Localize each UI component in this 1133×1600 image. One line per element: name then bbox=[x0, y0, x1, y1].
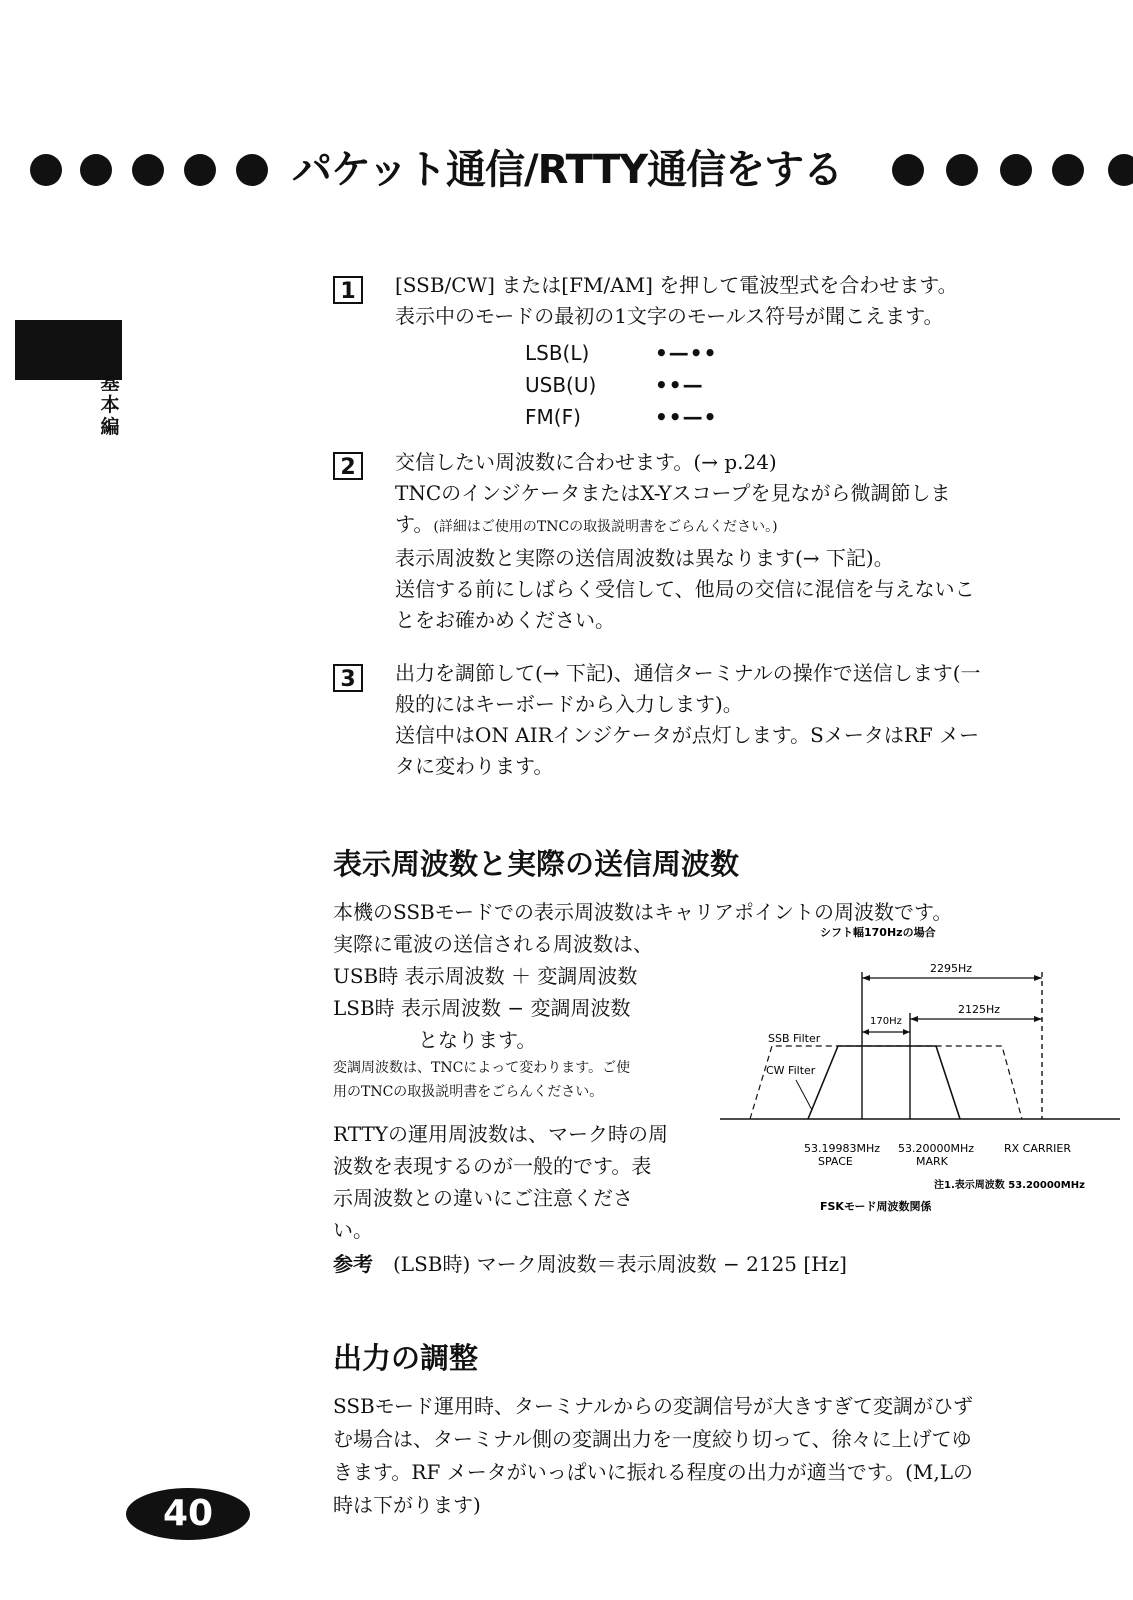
step-line: 般的にはキーボードから入力します)。 bbox=[395, 692, 743, 716]
mark-label: MARK bbox=[916, 1155, 948, 1168]
step-line: 送信中はON AIRインジケータが点灯します。SメータはRF メー bbox=[395, 723, 980, 747]
rtty-line: RTTYの運用周波数は、マーク時の周 bbox=[333, 1122, 668, 1146]
modulation-note: 変調周波数は、TNCによって変わります。ご使 bbox=[333, 1060, 631, 1076]
step-line: 送信する前にしばらく受信して、他局の交信に混信を与えないこ bbox=[395, 577, 975, 601]
bullet-dot bbox=[30, 154, 62, 186]
bullet-dot bbox=[132, 154, 164, 186]
step-line bbox=[395, 509, 1065, 543]
rtty-line: い。 bbox=[333, 1218, 373, 1242]
step-number-1: 1 bbox=[333, 276, 363, 304]
output-line: 時は下がります) bbox=[333, 1493, 481, 1517]
section1-tail: となります。 bbox=[418, 1028, 537, 1052]
fsk-frequency-diagram bbox=[720, 920, 1120, 1240]
morse-mode: USB(U) bbox=[525, 373, 597, 397]
step-line: [SSB/CW] または[FM/AM] を押して電波型式を合わせます。 bbox=[395, 273, 958, 297]
morse-code: ••—• bbox=[655, 405, 718, 429]
arrow-head bbox=[862, 1029, 869, 1035]
morse-code: •—•• bbox=[655, 341, 718, 365]
output-line: む場合は、ターミナル側の変調出力を一度絞り切って、徐々に上げてゆ bbox=[333, 1427, 972, 1451]
morse-row-fm bbox=[525, 402, 825, 433]
ssb-filter-label: SSB Filter bbox=[768, 1032, 821, 1045]
step-line: 表示中のモードの最初の1文字のモールス符号が聞こえます。 bbox=[395, 304, 944, 328]
bullet-dot bbox=[946, 154, 978, 186]
arrow-head bbox=[910, 1016, 918, 1022]
bullet-dot bbox=[80, 154, 112, 186]
cw-filter-leader bbox=[796, 1080, 812, 1110]
morse-row-usb bbox=[525, 370, 825, 401]
cw-filter-label: CW Filter bbox=[766, 1064, 816, 1077]
output-line: SSBモード運用時、ターミナルからの変調信号が大きすぎて変調がひず bbox=[333, 1394, 973, 1418]
usb-formula: USB時 表示周波数 ＋ 変調周波数 bbox=[333, 964, 638, 988]
section-heading-frequency: 表示周波数と実際の送信周波数 bbox=[333, 847, 740, 881]
bullet-dot bbox=[892, 154, 924, 186]
page-number-badge: 40 bbox=[126, 1488, 250, 1540]
step-number-3: 3 bbox=[333, 664, 363, 692]
morse-row-lsb bbox=[525, 338, 825, 369]
shift-width-note: シフト幅170Hzの場合 bbox=[820, 926, 936, 939]
page-title: パケット通信/RTTY通信をする bbox=[292, 147, 843, 193]
step-line-part: す。 bbox=[395, 512, 434, 536]
lsb-formula: LSB時 表示周波数 − 変調周波数 bbox=[333, 996, 631, 1020]
reference-text: (LSB時) マーク周波数＝表示周波数 − 2125 [Hz] bbox=[393, 1252, 847, 1276]
step-3-text bbox=[395, 658, 1065, 782]
step-line: TNCのインジケータまたはX-Yスコープを見ながら微調節しま bbox=[395, 481, 951, 505]
step-number-2: 2 bbox=[333, 452, 363, 480]
diagram-caption: FSKモード周波数関係 bbox=[820, 1200, 932, 1213]
section-tab-label: 基本編 bbox=[100, 372, 120, 438]
page-header bbox=[0, 140, 1133, 200]
modulation-note: 用のTNCの取扱説明書をごらんください。 bbox=[333, 1084, 604, 1100]
step-note: (詳細はご使用のTNCの取扱説明書をごらんください。) bbox=[433, 519, 778, 535]
output-line: きます。RF メータがいっぱいに振れる程度の出力が適当です。(M,Lの bbox=[333, 1460, 974, 1484]
rtty-line: 波数を表現するのが一般的です。表 bbox=[333, 1154, 652, 1178]
cw-filter-shape bbox=[808, 1046, 960, 1119]
bullet-dot bbox=[236, 154, 268, 186]
display-frequency-note: 注1.表示周波数 53.20000MHz bbox=[934, 1180, 1085, 1191]
step-line: 出力を調節して(→ 下記)、通信ターミナルの操作で送信します(一 bbox=[395, 661, 981, 685]
space-frequency: 53.19983MHz bbox=[804, 1142, 881, 1155]
rtty-line: 示周波数との違いにご注意くださ bbox=[333, 1186, 633, 1210]
step-line: タに変わります。 bbox=[395, 754, 554, 778]
arrow-head bbox=[1034, 1016, 1042, 1022]
section-heading-output: 出力の調整 bbox=[333, 1341, 479, 1375]
bullet-dot bbox=[1000, 154, 1032, 186]
ssb-filter-shape bbox=[750, 1046, 1022, 1119]
bullet-dot bbox=[1108, 154, 1133, 186]
label-170hz: 170Hz bbox=[870, 1016, 902, 1027]
bullet-dot bbox=[1052, 154, 1084, 186]
morse-mode: LSB(L) bbox=[525, 341, 590, 365]
arrow-head bbox=[1034, 975, 1042, 981]
label-2295hz: 2295Hz bbox=[930, 962, 973, 975]
reference-formula bbox=[333, 1248, 1093, 1280]
bullet-dot bbox=[184, 154, 216, 186]
mark-frequency: 53.20000MHz bbox=[898, 1142, 975, 1155]
reference-label: 参考 bbox=[333, 1252, 373, 1276]
section-tab bbox=[15, 320, 122, 380]
arrow-head bbox=[903, 1029, 910, 1035]
label-2125hz: 2125Hz bbox=[958, 1003, 1001, 1016]
step-line: 交信したい周波数に合わせます。(→ p.24) bbox=[395, 450, 777, 474]
step-line: 表示周波数と実際の送信周波数は異なります(→ 下記)。 bbox=[395, 546, 894, 570]
section1-line: 実際に電波の送信される周波数は、 bbox=[333, 932, 653, 956]
morse-mode: FM(F) bbox=[525, 405, 581, 429]
step-1-text bbox=[395, 270, 1065, 332]
step-2-text bbox=[395, 447, 1065, 636]
space-label: SPACE bbox=[818, 1155, 853, 1168]
arrow-head bbox=[862, 975, 870, 981]
section1-intro: 本機のSSBモードでの表示周波数はキャリアポイントの周波数です。 bbox=[333, 900, 953, 924]
step-line: とをお確かめください。 bbox=[395, 608, 615, 632]
morse-code: ••— bbox=[655, 373, 704, 397]
rx-carrier-label: RX CARRIER bbox=[1004, 1142, 1072, 1155]
